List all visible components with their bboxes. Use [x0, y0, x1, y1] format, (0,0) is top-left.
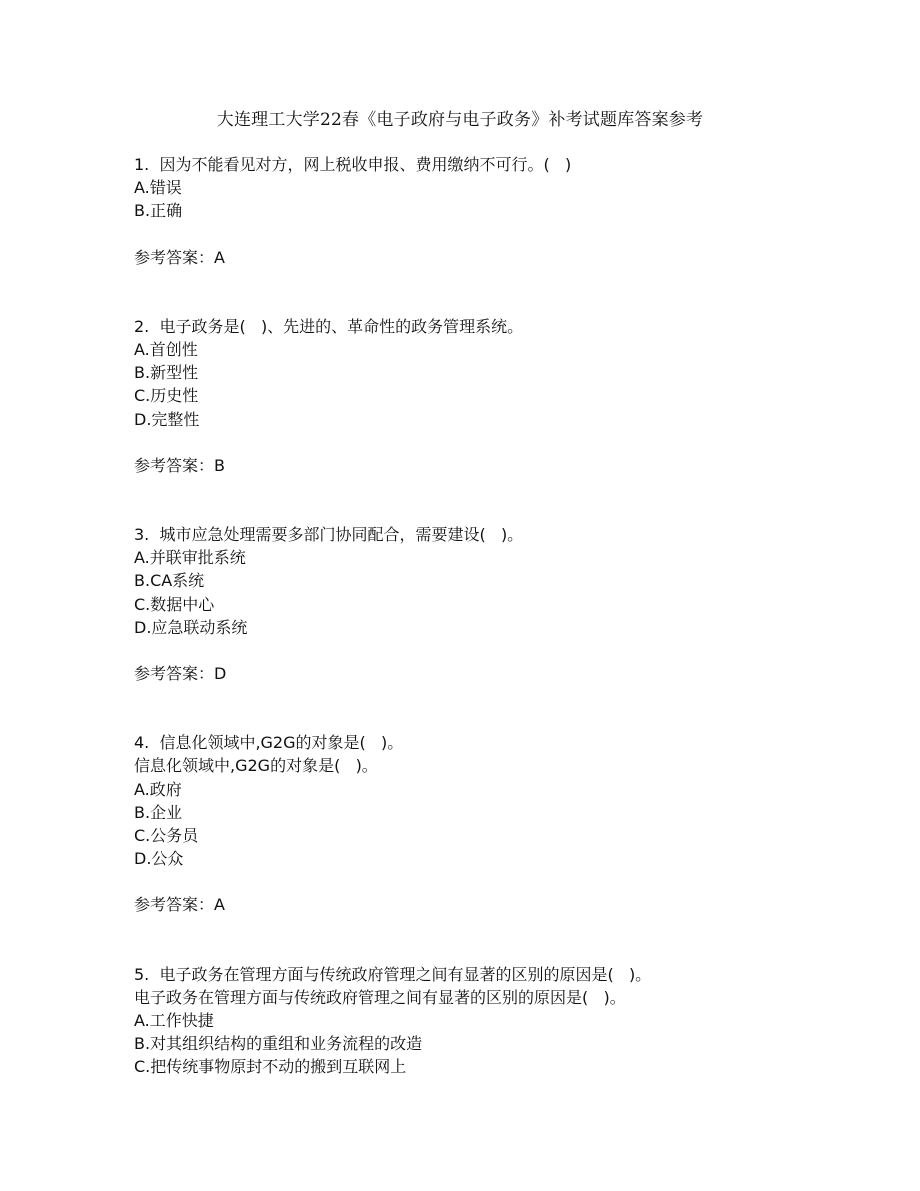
question-stem-repeat: 电子政务在管理方面与传统政府管理之间有显著的区别的原因是( )。: [134, 987, 626, 1007]
option-b: B.对其组织结构的重组和业务流程的改造: [134, 1034, 423, 1054]
option-a: A.首创性: [134, 340, 198, 360]
option-b: B.企业: [134, 802, 183, 822]
option-d: D.完整性: [134, 409, 200, 429]
document-title: 大连理工大学22春《电子政府与电子政务》补考试题库答案参考: [216, 110, 704, 130]
option-b: B.正确: [134, 201, 183, 221]
question-stem-repeat: 信息化领域中,G2G的对象是( )。: [134, 756, 378, 776]
option-c: C.公务员: [134, 826, 199, 846]
question-options: [134, 778, 834, 871]
reference-answer: 参考答案：A: [134, 895, 225, 915]
question-stem: 2. 电子政务是( )、先进的、革命性的政务管理系统。: [134, 316, 524, 336]
question-4: [134, 731, 834, 916]
question-stem: 1. 因为不能看见对方，网上税收申报、费用缴纳不可行。( ): [134, 155, 572, 174]
option-d: D.应急联动系统: [134, 617, 248, 637]
option-a: A.并联审批系统: [134, 548, 246, 568]
question-options: [134, 1009, 834, 1079]
question-3: [134, 523, 834, 685]
question-stem: 3. 城市应急处理需要多部门协同配合，需要建设( )。: [134, 525, 524, 545]
option-a: A.政府: [134, 779, 182, 799]
question-5: [134, 963, 834, 1079]
question-options: [134, 338, 834, 431]
reference-answer: 参考答案：B: [134, 455, 225, 475]
reference-answer: 参考答案：D: [134, 664, 227, 684]
option-b: B.CA系统: [134, 571, 205, 591]
option-c: C.把传统事物原封不动的搬到互联网上: [134, 1057, 407, 1077]
question-1: [134, 153, 834, 269]
option-a: A.工作快捷: [134, 1011, 214, 1031]
option-d: D.公众: [134, 849, 184, 869]
questions-list: [134, 153, 834, 1079]
question-stem: 5. 电子政务在管理方面与传统政府管理之间有显著的区别的原因是( )。: [134, 964, 652, 984]
reference-answer: 参考答案：A: [134, 247, 225, 267]
question-2: [134, 315, 834, 477]
question-options: [134, 176, 834, 222]
option-a: A.错误: [134, 178, 182, 198]
option-c: C.历史性: [134, 386, 199, 406]
question-stem: 4. 信息化领域中,G2G的对象是( )。: [134, 733, 404, 753]
question-options: [134, 546, 834, 639]
option-b: B.新型性: [134, 363, 199, 383]
option-c: C.数据中心: [134, 594, 215, 614]
